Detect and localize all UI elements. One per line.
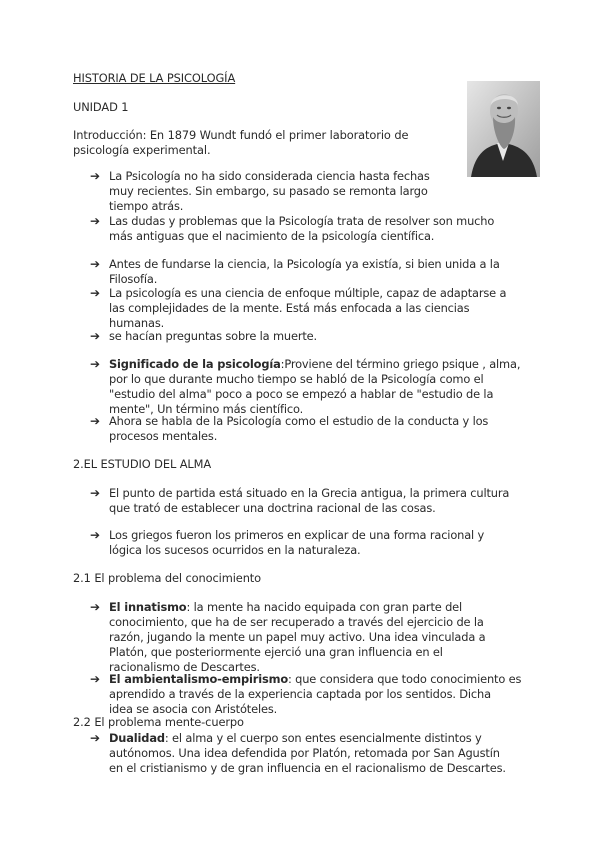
item-line: "estudio del alma" poco a poco se empezó a hablar de "estudio de la (109, 387, 494, 401)
term-significado: Significado de la psicología (109, 357, 281, 371)
list-item (109, 486, 509, 516)
item-line: Las dudas y problemas que la Psicología trata de resolver son mucho (109, 214, 495, 228)
arrow-bullet-icon: ➔ (90, 486, 101, 500)
item-line: mente", Un término más científico. (109, 402, 304, 416)
item-line: La psicología es una ciencia de enfoque múltiple, capaz de adaptarse a (109, 286, 507, 300)
item-line: humanas. (109, 316, 165, 330)
term-innatismo: El innatismo (109, 600, 187, 614)
item-line: lógica los sucesos ocurridos en la naturaleza. (109, 543, 361, 557)
arrow-bullet-icon: ➔ (90, 286, 101, 300)
subsection-heading: 2.1 El problema del conocimiento (73, 571, 262, 585)
item-line: las complejidades de la mente. Está más enfocada a las ciencias (109, 301, 470, 315)
section-heading: 2.EL ESTUDIO DEL ALMA (73, 457, 212, 471)
item-line: Antes de fundarse la ciencia, la Psicología ya existía, si bien unida a la (109, 257, 500, 271)
list-item-dualidad (109, 731, 506, 776)
item-line: Ahora se habla de la Psicología como el estudio de la conducta y los (109, 414, 489, 428)
item-line: en el cristianismo y de gran influencia en el racionalismo de Descartes. (109, 761, 506, 775)
list-item (109, 528, 484, 558)
item-line: aprendido a través de la experiencia captada por los sentidos. Dicha (109, 687, 491, 701)
item-line: La Psicología no ha sido considerada ciencia hasta fechas (109, 169, 430, 183)
item-line: procesos mentales. (109, 429, 218, 443)
list-item (109, 329, 317, 344)
item-line: que trató de establecer una doctrina racional de las cosas. (109, 501, 436, 515)
document-title: HISTORIA DE LA PSICOLOGÍA (73, 71, 236, 85)
arrow-bullet-icon: ➔ (90, 414, 101, 428)
item-line: : que considera que todo conocimiento es (288, 672, 522, 686)
item-line: más antiguas que el nacimiento de la psicología científica. (109, 229, 435, 243)
arrow-bullet-icon: ➔ (90, 672, 101, 686)
item-line: El punto de partida está situado en la Grecia antigua, la primera cultura (109, 486, 510, 500)
item-line: : la mente ha nacido equipada con gran parte del (186, 600, 463, 614)
list-item-ambientalismo (109, 672, 521, 717)
list-item (109, 169, 430, 214)
item-line: :Proviene del término griego psique , alma, (280, 357, 521, 371)
arrow-bullet-icon: ➔ (90, 731, 101, 745)
list-item-significado (109, 357, 520, 417)
list-item (109, 414, 488, 444)
list-item-innatismo (109, 600, 485, 675)
item-line: Filosofía. (109, 272, 158, 286)
subsection-heading: 2.2 El problema mente-cuerpo (73, 715, 244, 729)
item-line: Los griegos fueron los primeros en explicar de una forma racional y (109, 528, 485, 542)
item-line: idea se asocia con Aristóteles. (109, 702, 278, 716)
intro-paragraph (73, 128, 408, 158)
item-line: razón, jugando la mente un papel muy activo. Una idea vinculada a (109, 630, 486, 644)
item-line: por lo que durante mucho tiempo se habló de la Psicología como el (109, 372, 484, 386)
term-dualidad: Dualidad (109, 731, 165, 745)
item-line: se hacían preguntas sobre la muerte. (109, 329, 318, 343)
item-line: conocimiento, que ha de ser recuperado a través del ejercicio de la (109, 615, 484, 629)
arrow-bullet-icon: ➔ (90, 357, 101, 371)
portrait-photo (467, 81, 540, 177)
arrow-bullet-icon: ➔ (90, 329, 101, 343)
item-line: racionalismo de Descartes. (109, 660, 260, 674)
intro-line: Introducción: En 1879 Wundt fundó el primer laboratorio de (73, 128, 409, 142)
list-item (109, 257, 500, 287)
item-line: Platón, que posteriormente ejerció una gran influencia en el (109, 645, 443, 659)
arrow-bullet-icon: ➔ (90, 600, 101, 614)
unit-heading: UNIDAD 1 (73, 100, 129, 114)
arrow-bullet-icon: ➔ (90, 169, 101, 183)
arrow-bullet-icon: ➔ (90, 528, 101, 542)
item-line: tiempo atrás. (109, 199, 184, 213)
item-line: autónomos. Una idea defendida por Platón, retomada por San Agustín (109, 746, 500, 760)
list-item (109, 214, 494, 244)
item-line: muy recientes. Sin embargo, su pasado se remonta largo (109, 184, 428, 198)
list-item (109, 286, 506, 331)
intro-line: psicología experimental. (73, 143, 211, 157)
arrow-bullet-icon: ➔ (90, 214, 101, 228)
term-ambientalismo: El ambientalismo-empirismo (109, 672, 288, 686)
arrow-bullet-icon: ➔ (90, 257, 101, 271)
item-line: : el alma y el cuerpo son entes esencialmente distintos y (164, 731, 482, 745)
